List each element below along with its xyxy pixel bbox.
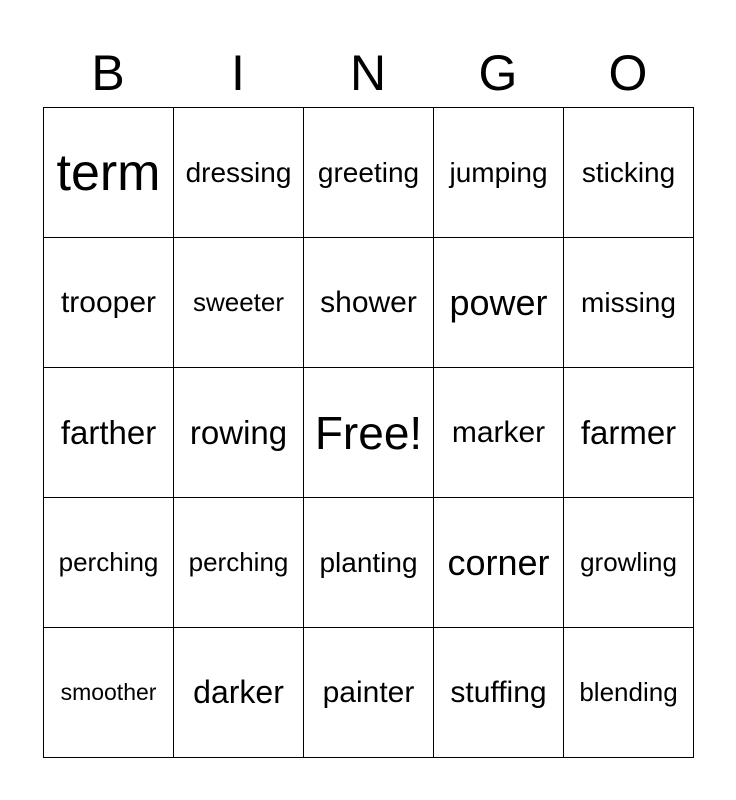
header-letter-g: G (478, 45, 518, 101)
bingo-cell[interactable]: darker (174, 628, 304, 758)
header-letter-o: O (608, 45, 648, 101)
free-space-cell[interactable]: Free! (304, 368, 434, 498)
bingo-cell[interactable]: stuffing (434, 628, 564, 758)
bingo-cell[interactable]: blending (564, 628, 694, 758)
bingo-cell[interactable]: painter (304, 628, 434, 758)
bingo-cell[interactable]: term (44, 108, 174, 238)
bingo-cell[interactable]: corner (434, 498, 564, 628)
bingo-cell[interactable]: sweeter (174, 238, 304, 368)
bingo-cell[interactable]: farther (44, 368, 174, 498)
bingo-cell[interactable]: jumping (434, 108, 564, 238)
bingo-cell[interactable]: greeting (304, 108, 434, 238)
bingo-cell[interactable]: trooper (44, 238, 174, 368)
bingo-cell[interactable]: shower (304, 238, 434, 368)
bingo-cell[interactable]: dressing (174, 108, 304, 238)
bingo-cell[interactable]: rowing (174, 368, 304, 498)
bingo-cell[interactable]: power (434, 238, 564, 368)
bingo-cell[interactable]: marker (434, 368, 564, 498)
bingo-cell[interactable]: missing (564, 238, 694, 368)
bingo-cell[interactable]: planting (304, 498, 434, 628)
bingo-cell[interactable]: perching (174, 498, 304, 628)
bingo-header (43, 40, 693, 106)
header-letter-i: I (231, 45, 245, 101)
bingo-cell[interactable]: perching (44, 498, 174, 628)
bingo-cell[interactable]: smoother (44, 628, 174, 758)
bingo-cell[interactable]: farmer (564, 368, 694, 498)
bingo-card-grid (43, 107, 694, 758)
header-letter-b: B (91, 45, 125, 101)
header-letter-n: N (349, 45, 387, 101)
bingo-cell[interactable]: sticking (564, 108, 694, 238)
bingo-cell[interactable]: growling (564, 498, 694, 628)
